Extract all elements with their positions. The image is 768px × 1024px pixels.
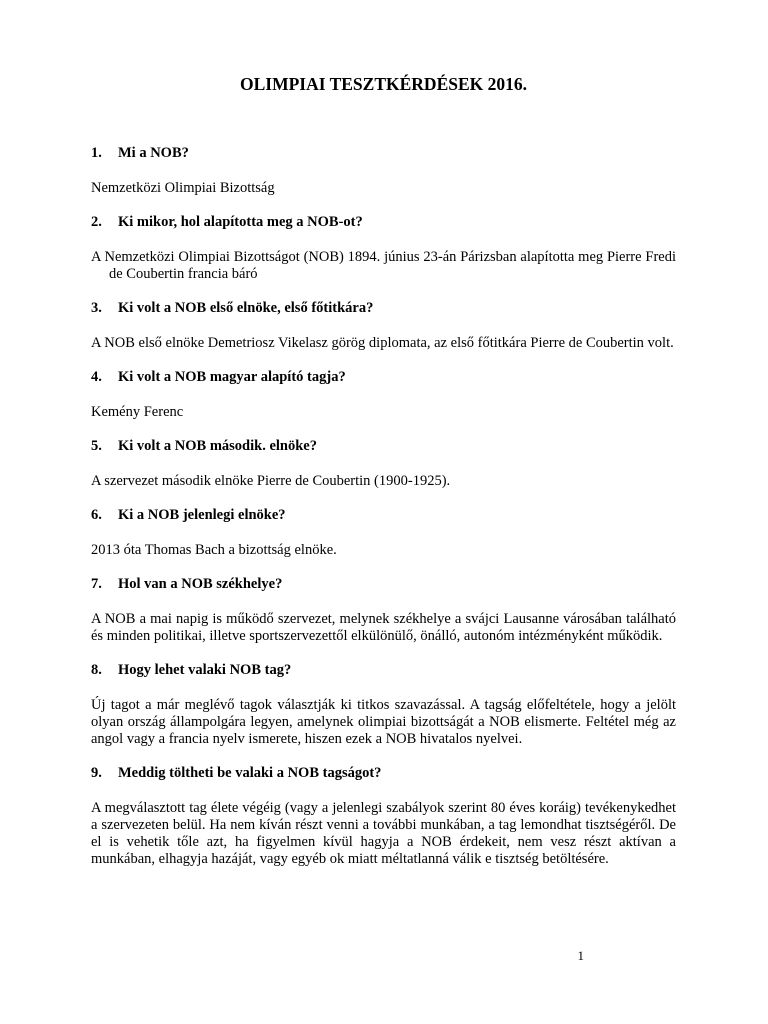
document-page [91, 0, 676, 1024]
question-9 [91, 765, 676, 782]
question-text: Meddig töltheti be valaki a NOB tagságot? [118, 765, 382, 781]
answer-1: Nemzetközi Olimpiai Bizottság [91, 180, 275, 196]
question-number: 6. [91, 507, 102, 523]
answer-9: A megválasztott tag élete végéig (vagy a jelenlegi szabályok szerint 80 éves koráig) tevékenykedhet a szervezeten belül. Ha nem kíván részt venni a további munkában, a tag lemondhat tisztségéről. De el is vehetik tőle azt, ha figyelmen kívül hagyja a NOB érdekeit, nem vesz részt aktívan a munkában, elhagyja hazáját, vagy egyéb ok miatt méltatlanná válik e tisztség betöltésére. [91, 800, 676, 867]
question-6 [91, 507, 676, 524]
question-number: 2. [91, 214, 102, 230]
question-number: 1. [91, 145, 102, 161]
qa-item-1 [91, 145, 676, 197]
answer-3: A NOB első elnöke Demetriosz Vikelasz görög diplomata, az első főtitkára Pierre de Coubertin volt. [91, 335, 674, 351]
question-number: 4. [91, 369, 102, 385]
question-number: 8. [91, 662, 102, 678]
page-number: 1 [577, 948, 584, 963]
qa-item-3 [91, 300, 676, 352]
question-text: Ki a NOB jelenlegi elnöke? [118, 507, 286, 523]
question-number: 7. [91, 576, 102, 592]
qa-item-4 [91, 369, 676, 421]
qa-item-5 [91, 438, 676, 490]
answer-4: Kemény Ferenc [91, 404, 184, 420]
answer-2: A Nemzetközi Olimpiai Bizottságot (NOB) 1894. június 23-án Párizsban alapította meg Pierre Fredi de Coubertin francia báró [91, 249, 676, 282]
answer-5: A szervezet második elnöke Pierre de Coubertin (1900-1925). [91, 473, 451, 489]
question-text: Ki mikor, hol alapította meg a NOB-ot? [118, 214, 363, 230]
question-number: 5. [91, 438, 102, 454]
qa-item-2 [91, 214, 676, 283]
question-8 [91, 662, 676, 679]
qa-item-8 [91, 662, 676, 748]
question-list [91, 145, 676, 885]
question-4 [91, 369, 676, 386]
question-text: Ki volt a NOB magyar alapító tagja? [118, 369, 346, 385]
question-5 [91, 438, 676, 455]
qa-item-7 [91, 576, 676, 645]
question-number: 9. [91, 765, 102, 781]
question-number: 3. [91, 300, 102, 316]
question-text: Mi a NOB? [118, 145, 189, 161]
answer-8: Új tagot a már meglévő tagok választják ki titkos szavazással. A tagság előfeltétele, hogy a jelölt olyan ország állampolgára legyen, amelynek olimpiai bizottságát a NOB elismerte. Feltétel még az angol vagy a francia nyelv ismerete, hiszen ezek a NOB hivatalos nyelvei. [91, 697, 676, 747]
qa-item-6 [91, 507, 676, 559]
question-7 [91, 576, 676, 593]
question-2 [91, 214, 676, 231]
question-text: Ki volt a NOB első elnöke, első főtitkára? [118, 300, 374, 316]
page-title: OLIMPIAI TESZTKÉRDÉSEK 2016. [239, 74, 528, 94]
question-text: Hogy lehet valaki NOB tag? [118, 662, 292, 678]
question-text: Ki volt a NOB második. elnöke? [118, 438, 317, 454]
question-3 [91, 300, 676, 317]
question-text: Hol van a NOB székhelye? [118, 576, 283, 592]
question-1 [91, 145, 676, 162]
qa-item-9 [91, 765, 676, 868]
answer-7: A NOB a mai napig is működő szervezet, melynek székhelye a svájci Lausanne városában található és minden politikai, illetve sportszervezettől elkülönülő, önálló, autonóm intézményként működik. [91, 611, 676, 644]
answer-6: 2013 óta Thomas Bach a bizottság elnöke. [91, 542, 337, 558]
